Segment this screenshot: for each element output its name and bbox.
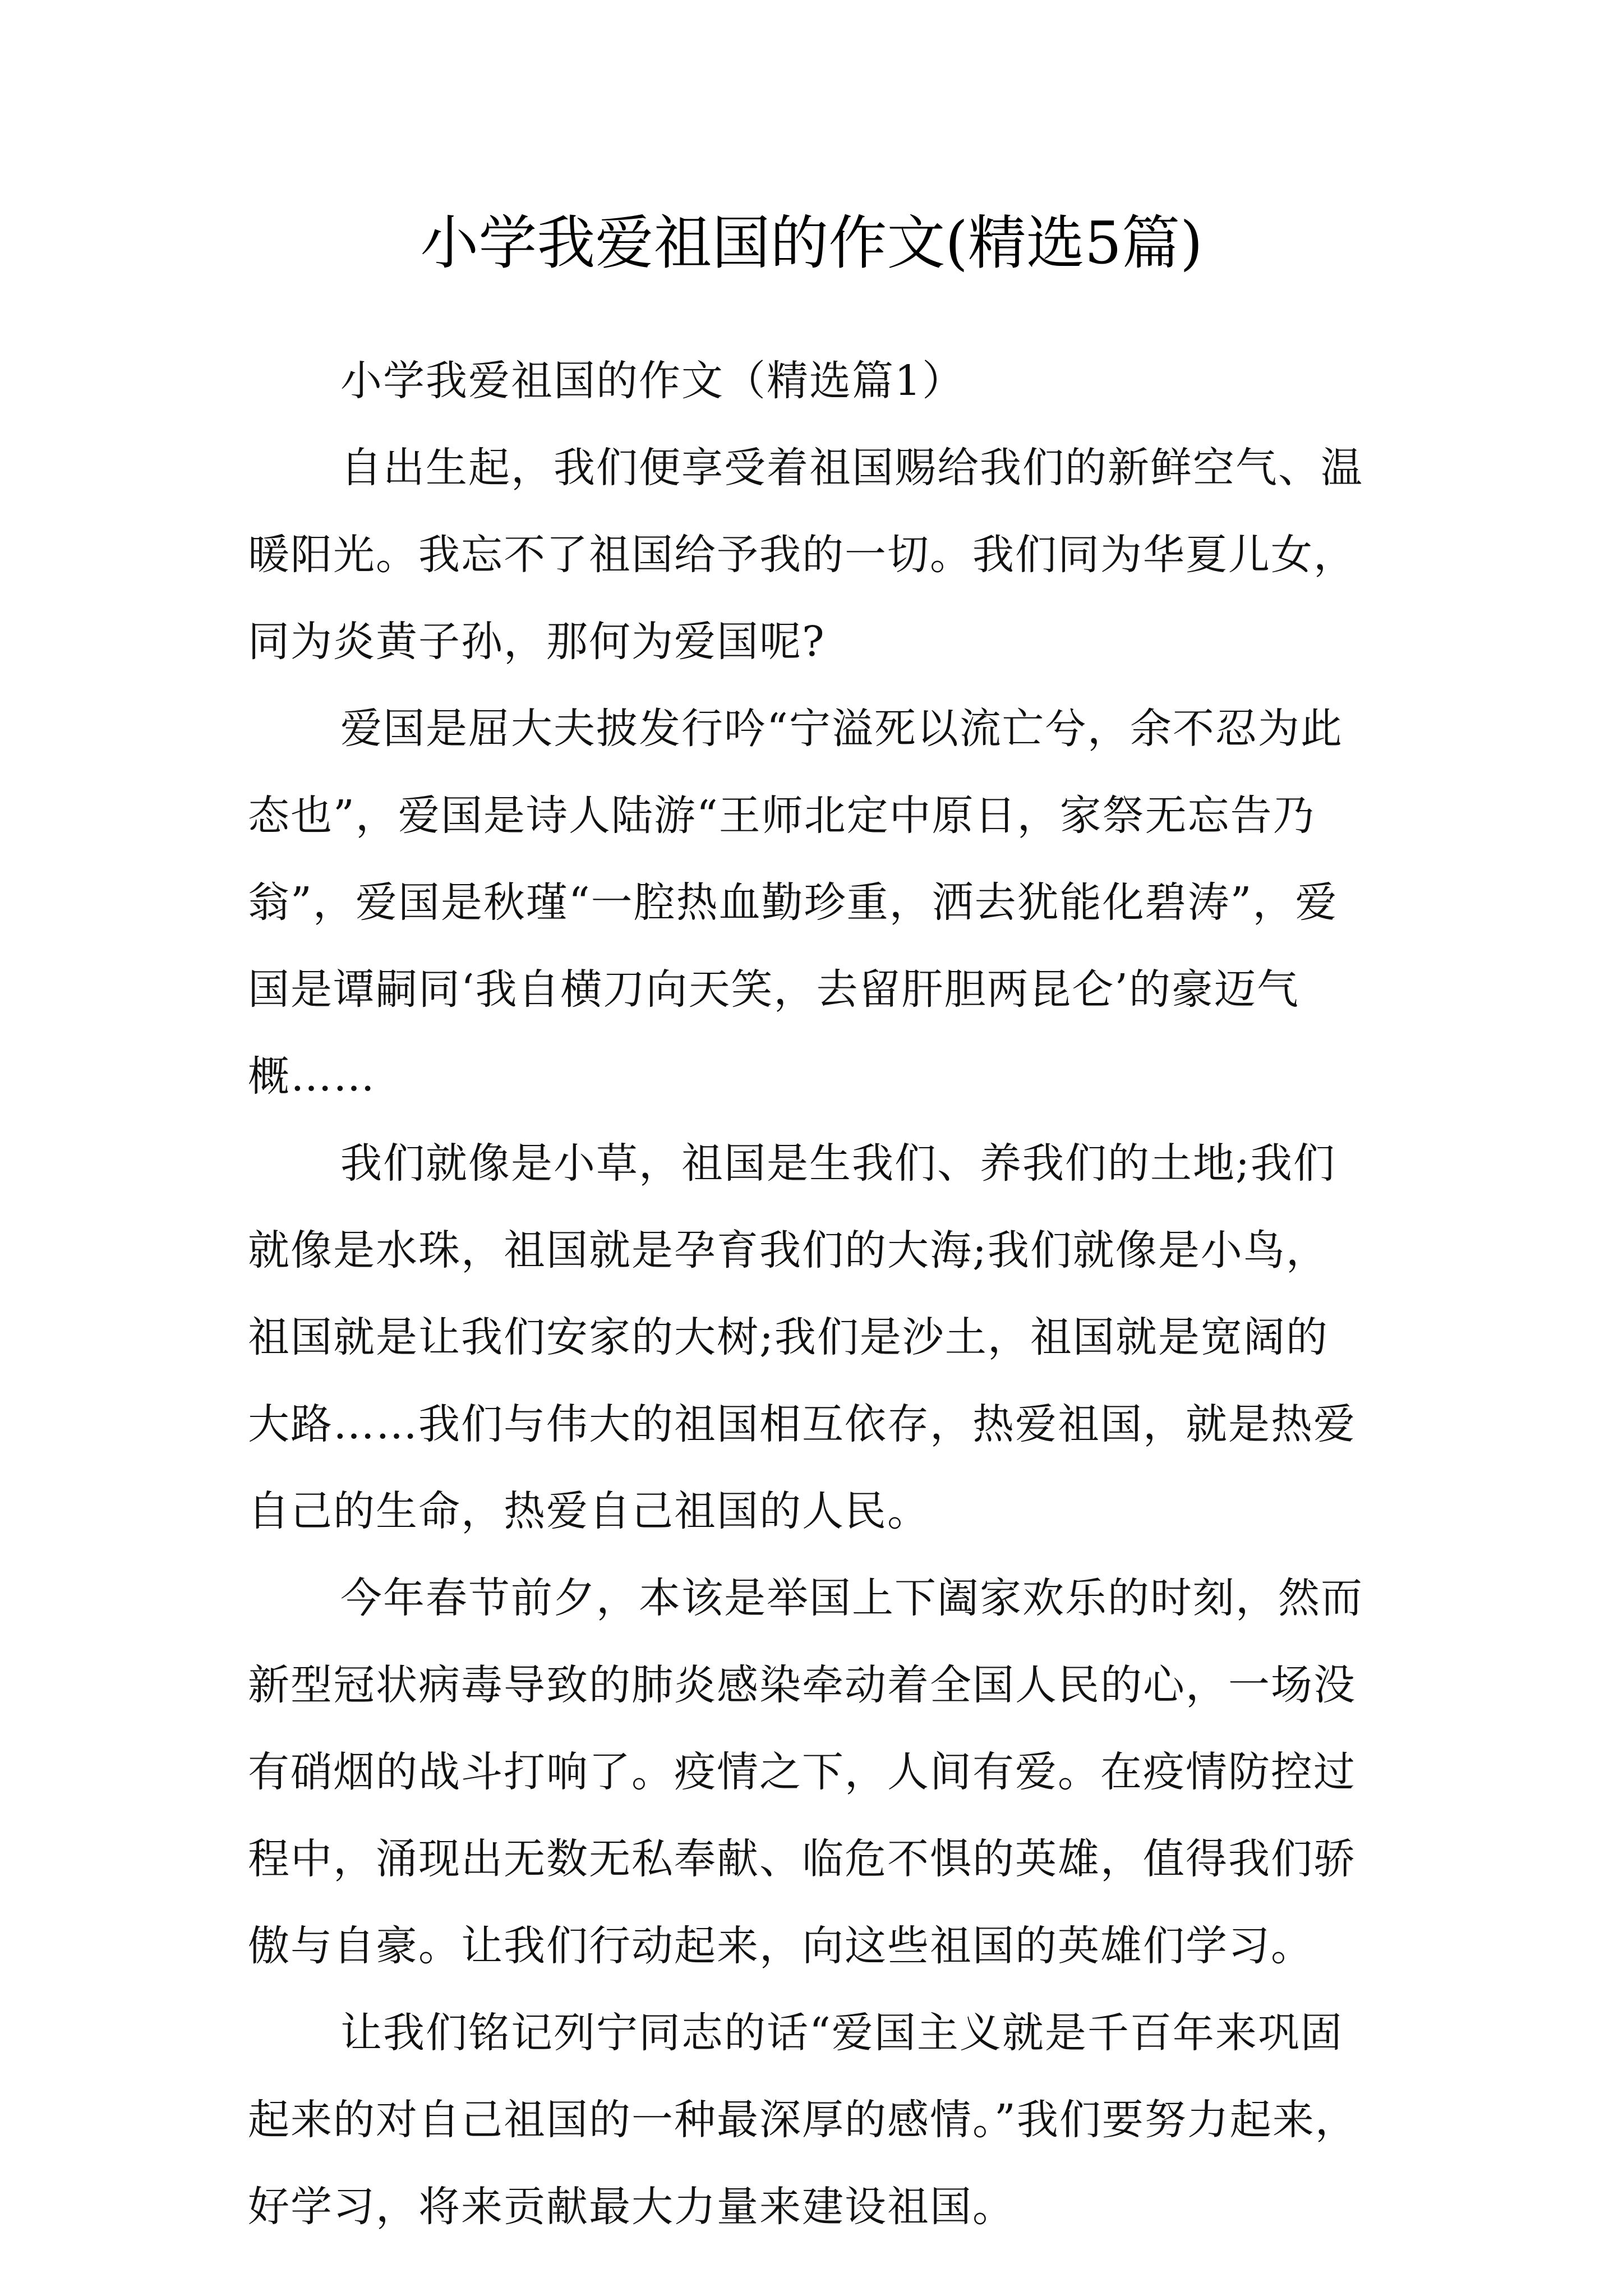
paragraph-line: 同为炎黄子孙，那何为爱国呢? (248, 618, 826, 666)
paragraph (248, 685, 1392, 1120)
paragraph-line: 我们就像是小草，祖国是生我们、养我们的土地;我们 (340, 1139, 1336, 1188)
paragraph-line: 翁”，爱国是秋瑾“一腔热血勤珍重，洒去犹能化碧涛”，爱 (248, 878, 1338, 927)
paragraph-line: 新型冠状病毒导致的肺炎感染牵动着全国人民的心，一场没 (248, 1661, 1356, 1709)
paragraph-line: 祖国就是让我们安家的大树;我们是沙土，祖国就是宽阔的 (248, 1313, 1329, 1361)
paragraph-line: 好学习，将来贡献最大力量来建设祖国。 (248, 2183, 1015, 2231)
document-body (248, 338, 1392, 2251)
paragraph-line: 今年春节前夕，本该是举国上下阖家欢乐的时刻，然而 (340, 1574, 1363, 1622)
paragraph-line: 自出生起，我们便享受着祖国赐给我们的新鲜空气、温 (340, 444, 1363, 492)
paragraph-line: 有硝烟的战斗打响了。疫情之下，人间有爱。在疫情防控过 (248, 1748, 1356, 1796)
document-title: 小学我爱祖国的作文(精选5篇) (420, 209, 1203, 277)
paragraph-line: 国是谭嗣同‘我自横刀向天笑，去留肝胆两昆仑’的豪迈气 (248, 965, 1300, 1014)
paragraph-line: 暖阳光。我忘不了祖国给予我的一切。我们同为华夏儿女， (248, 531, 1356, 579)
paragraph-line: 自己的生命，热爱自己祖国的人民。 (248, 1487, 930, 1535)
paragraph-line: 概…… (248, 1052, 376, 1101)
paragraph-line: 让我们铭记列宁同志的话“爱国主义就是千百年来巩固 (340, 2009, 1343, 2057)
paragraph-line: 态也”，爱国是诗人陆游“王师北定中原日，家祭无忘告乃 (248, 792, 1316, 840)
paragraph-line: 程中，涌现出无数无私奉献、临危不惧的英雄，值得我们骄 (248, 1835, 1356, 1883)
paragraph-line: 爱国是屈大夫披发行吟“宁溢死以流亡兮，余不忍为此 (340, 705, 1343, 753)
paragraph-line: 起来的对自己祖国的一种最深厚的感情。”我们要努力起来， (248, 2096, 1358, 2144)
paragraph (248, 1555, 1392, 1990)
paragraph (248, 1990, 1392, 2251)
paragraph-line: 大路……我们与伟大的祖国相互依存，热爱祖国，就是热爱 (248, 1400, 1356, 1448)
section-heading: 小学我爱祖国的作文（精选篇1） (340, 357, 965, 405)
paragraph-line: 就像是水珠，祖国就是孕育我们的大海;我们就像是小鸟， (248, 1226, 1329, 1274)
paragraph-line: 傲与自豪。让我们行动起来，向这些祖国的英雄们学习。 (248, 1922, 1313, 1970)
paragraph (248, 1120, 1392, 1555)
paragraph (248, 425, 1392, 685)
